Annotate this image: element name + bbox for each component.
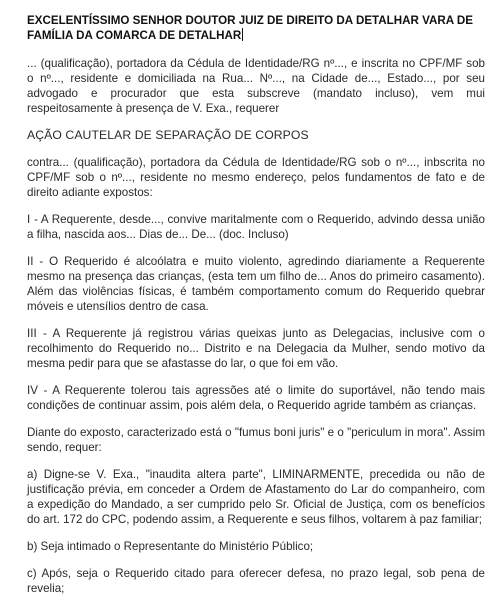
conclusion-paragraph: Diante do exposto, caracterizado está o "fumus boni juris" e o "periculum in mora". Assim sendo, requer:: [27, 426, 485, 454]
fact-item-2: II - O Requerido é alcoólatra e muito violento, agredindo diariamente a Requerente mesmo na presença das crianças, (esta tem um filho de... Anos do primeiro casamento). Além das violências físicas, é também comportamento comum do Requerido quebrar móveis e utensílios dentro de casa.: [27, 255, 485, 313]
text-cursor: [242, 28, 243, 41]
document-body: [27, 13, 485, 608]
request-b: b) Seja intimado o Representante do Ministério Público;: [27, 540, 314, 553]
action-title: AÇÃO CAUTELAR DE SEPARAÇÃO DE CORPOS: [27, 128, 309, 142]
fact-item-3: III - A Requerente já registrou várias queixas junto as Delegacias, inclusive com o recolhimento do Requerido no... Distrito e na Delegacia da Mulher, sendo motivo da mesma pedir para que se afastasse do lar, o que foi em vão.: [27, 327, 485, 370]
request-c: c) Após, seja o Requerido citado para oferecer defesa, no prazo legal, sob pena de revelia;: [27, 567, 485, 595]
request-a: a) Digne-se V. Exa., "inaudita altera parte", LIMINARMENTE, precedida ou não de justificação prévia, em conceder a Ordem de Afastamento do Lar do companheiro, com a expedição do Mandado, a ser cumprido pelo Sr. Oficial de Justiça, com os benefícios do art. 172 do CPC, podendo assim, a Requerente e seus filhos, voltarem à paz familiar;: [27, 468, 485, 526]
intro-paragraph: ... (qualificação), portadora da Cédula de Identidade/RG nº..., e inscrita no CPF/MF sob o nº..., residente e domiciliada na Rua... Nº..., na Cidade de..., Estado..., por seu advogado e procurador que esta subscreve (mandato incluso), vem mui respeitosamente à presença de V. Exa., requerer: [27, 57, 485, 115]
against-paragraph: contra... (qualificação), portadora da Cédula de Identidade/RG sob o nº..., inbscrita no CPF/MF sob o nº..., residente no mesmo endereço, pelos fundamentos de fato e de direito adiante expostos:: [27, 156, 485, 199]
heading-text: EXCELENTÍSSIMO SENHOR DOUTOR JUIZ DE DIREITO DA DETALHAR VARA DE FAMÍLIA DA COMARCA DE DETALHAR: [27, 14, 473, 42]
fact-item-4: IV - A Requerente tolerou tais agressões até o limite do suportável, não tendo mais condições de continuar assim, pois além dela, o Requerido agride também as crianças.: [27, 384, 485, 412]
fact-item-1: I - A Requerente, desde..., convive maritalmente com o Requerido, advindo dessa união a filha, nascida aos... Dias de... De... (doc. Incluso): [27, 213, 485, 241]
document-heading[interactable]: [27, 13, 485, 43]
